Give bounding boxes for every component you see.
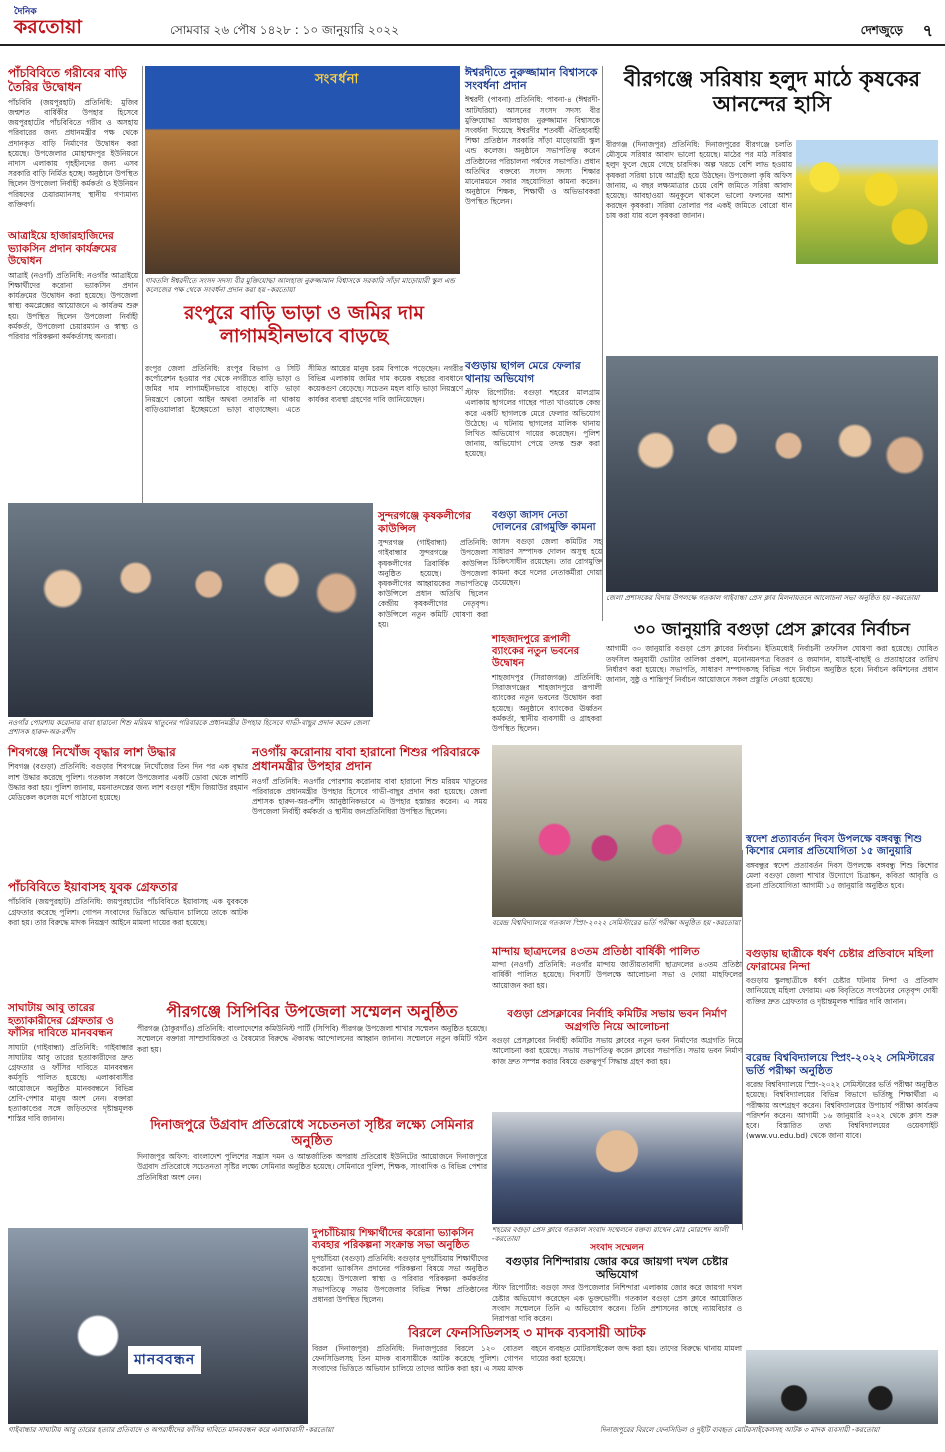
- article-body: সাঘাটা (গাইবান্ধা) প্রতিনিধি: গাইবান্ধার সাঘাটায় আবু তারের হত্যাকারীদের দ্রুত গ্রেফতার ও ফাঁসির দাবিতে মানববন্ধন কর্মসূচি পালিত হয়েছে। এলাকাবাসীর আয়োজনে অনুষ্ঠিত মানববন্ধনে বিভিন্ন শ্রেণি-পেশার মানুষ অংশ নেন। বক্তারা হত্যাকাণ্ডের সঙ্গে জড়িতদের দৃষ্টান্তমূলক শাস্তির দাবি জানান।: [8, 1042, 133, 1124]
- headline: শাহজাদপুরে রূপালী ব্যাংকের নতুন ভবনের উদ্বোধন: [492, 634, 580, 669]
- article-body: বঙ্গবন্ধুর স্বদেশ প্রত্যাবর্তন দিবস উপলক্ষে বঙ্গবন্ধু শিশু কিশোর মেলা বগুড়া জেলা শাখার উদ্যোগে চিত্রাঙ্কন, কবিতা আবৃত্তি ও রচনা প্রতিযোগিতা আগামী ১৫ জানুয়ারি অনুষ্ঠিত হবে।: [746, 861, 938, 891]
- photo-caption: শহরের বগুড়া প্রেস ক্লাবে গতকাল সংবাদ সম্মেলনে বক্তব্য রাখেন মোঃ মোরশেদ আলী -করতোয়া: [492, 1226, 729, 1243]
- section-label: সংবাদ সম্মেলন: [590, 1243, 644, 1253]
- article-body: শিবগঞ্জ (বগুড়া) প্রতিনিধি: বগুড়ার শিবগঞ্জে নিখোঁজের তিন দিন পর এক বৃদ্ধার লাশ উদ্ধার করেছে পুলিশ। গতকাল সকালে উপজেলার একটি ডোবা থেকে লাশটি উদ্ধার করা হয়। পুলিশ জানায়, ময়নাতদন্তের জন্য লাশ বগুড়া শহীদ জিয়াউর রহমান মেডিকেল কলেজ মর্গে পাঠানো হয়েছে।: [8, 762, 248, 802]
- headline: নওগাঁয় করোনায় বাবা হারানো শিশুর পরিবারকে প্রধানমন্ত্রীর উপহার প্রদান: [252, 745, 480, 774]
- newspaper-tagline: দৈনিক: [14, 7, 37, 17]
- headline: বীরগঞ্জে সরিষায় হলুদ মাঠে কৃষকের আনন্দের হাসি: [623, 66, 921, 117]
- photo-gift-cow: [8, 503, 373, 717]
- photo-arrested-bikes: [746, 1350, 938, 1424]
- photo-banner-text: মানববন্ধন: [128, 1346, 201, 1374]
- headline: বগুড়া প্রেসক্লাবের নির্বাহি কমিটির সভায় ভবন নির্মাণ অগ্রগতি নিয়ে আলোচনা: [507, 1008, 727, 1033]
- article-body: বরেন্দ্র বিশ্ববিদ্যালয়ে স্প্রিং-২০২২ সেমিস্টারের ভর্তি পরীক্ষা অনুষ্ঠিত হয়েছে। বিশ্ববিদ্যালয়ের বিভিন্ন বিভাগে ভর্তিচ্ছু শিক্ষার্থীরা এ পরীক্ষায় অংশগ্রহণ করেন। বিশ্ববিদ্যালয়ের উপাচার্য পরীক্ষা কার্যক্রম পরিদর্শন করেন। আগামী ১৬ জানুয়ারি ২০২২ থেকে ক্লাস শুরু হবে। বিস্তারিত তথ্য বিশ্ববিদ্যালয়ের ওয়েবসাইট (www.vu.edu.bd) থেকে জানা যাবে।: [746, 1080, 938, 1141]
- article-body: দুপচাঁচিয়া (বগুড়া) প্রতিনিধি: বগুড়ার দুপচাঁচিয়ায় শিক্ষার্থীদের করোনা ভ্যাকসিন প্রদানের পরিকল্পনা বিষয়ে সভা অনুষ্ঠিত হয়েছে। উপজেলা স্বাস্থ্য ও পরিবার পরিকল্পনা কর্মকর্তার সভাপতিত্বে সভায় উপজেলার বিভিন্ন শিক্ষা প্রতিষ্ঠানের প্রধানরা উপস্থিত ছিলেন।: [312, 1254, 488, 1304]
- article-sundarganj: [378, 510, 488, 740]
- article-children-fair: [746, 834, 938, 944]
- article-goat: [465, 360, 600, 505]
- article-press-club-building: [492, 1008, 742, 1108]
- article-body: পাঁচবিবি (জয়পুরহাট) প্রতিনিধি: জয়পুরহাটের পাঁচবিবিতে ইয়াবাসহ এক যুবককে গ্রেফতার করেছে পুলিশ। গোপন সংবাদের ভিত্তিতে অভিযান চালিয়ে তাকে আটক করা হয়। তার বিরুদ্ধে মাদক নিয়ন্ত্রণ আইনে মামলা দায়ের করা হয়েছে।: [8, 897, 248, 927]
- article-atrai-vaccine: [8, 230, 138, 500]
- headline: বগুড়া জাসদ নেতা দোলনের রোগমুক্তি কামনা: [492, 510, 596, 533]
- photo-banner-text: সংবর্ধনা: [315, 72, 360, 87]
- newspaper-logo: করতোয়া: [14, 16, 82, 38]
- headline: দিনাজপুরে উগ্রবাদ প্রতিরোধে সচেতনতা সৃষ্টির লক্ষ্যে সেমিনার অনুষ্ঠিত: [150, 1118, 474, 1149]
- article-shibganj: [8, 745, 248, 877]
- headline: দুপচাঁচিয়ায় শিক্ষার্থীদের করোনা ভ্যাকসিন ব্যবহার পরিকল্পনা সংক্রান্ত সভা অনুষ্ঠিত: [312, 1228, 474, 1251]
- article-body: মান্দা (নওগাঁ) প্রতিনিধি: নওগাঁর মান্দায় জাতীয়তাবাদী ছাত্রদলের ৪৩তম প্রতিষ্ঠা বার্ষিকী পালিত হয়েছে। দিবসটি উপলক্ষে আলোচনা সভা ও দোয়া মাহফিলের আয়োজন করা হয়।: [492, 960, 742, 990]
- dateline: সোমবার ২৬ পৌষ ১৪২৮ : ১০ জানুয়ারি ২০২২: [170, 23, 400, 37]
- headline: ঈশ্বরদীতে নুরুজ্জামান বিশ্বাসকে সংবর্ধনা প্রদান: [465, 66, 598, 93]
- article-body: শাহজাদপুর (সিরাজগঞ্জ) প্রতিনিধি: সিরাজগঞ্জের শাহজাদপুরে রূপালী ব্যাংকের নতুন ভবনের উদ্বোধন করা হয়েছে। অনুষ্ঠানে ব্যাংকের ঊর্ধ্বতন কর্মকর্তা, স্থানীয় ব্যবসায়ী ও গ্রাহকরা উপস্থিত ছিলেন।: [492, 673, 602, 734]
- article-body: ঈশ্বরদী (পাবনা) প্রতিনিধি: পাবনা-৪ (ঈশ্বরদী-আটঘরিয়া) আসনের সংসদ সদস্য বীর মুক্তিযোদ্ধা আলহাজ নুরুজ্জামান বিশ্বাসকে সংবর্ধনা দিয়েছে ঈশ্বরদীর শতবর্ষী ঐতিহ্যবাহী শিক্ষা প্রতিষ্ঠান সরকারি সাঁড়া মাড়োয়ারী স্কুল এন্ড কলেজ। অনুষ্ঠানে সভাপতিত্ব করেন প্রতিষ্ঠানের পরিচালনা পর্ষদের সভাপতি। প্রধান অতিথির বক্তব্যে সংসদ সদস্য শিক্ষার মানোন্নয়নে সবার সহযোগিতা কামনা করেন। অনুষ্ঠানে শিক্ষক, শিক্ষার্থী ও অভিভাবকরা উপস্থিত ছিলেন।: [465, 95, 600, 207]
- photo-caption: গাবতলি ঈশ্বরদীতে সংসদ সদস্য বীর মুক্তিযোদ্ধা আলহাজ নুরুজ্জামান বিশ্বাসকে সরকারি সাঁড়া মাড়োয়ারী স্কুল এন্ড কলেজের পক্ষ থেকে সংবর্ধনা প্রদান করা হয় -করতোয়া: [145, 277, 455, 294]
- masthead: [0, 0, 945, 46]
- photo-reception: [145, 66, 460, 274]
- article-rangpur: [145, 364, 463, 499]
- page-number: ৭: [922, 21, 933, 40]
- article-jasod-dolon: [492, 510, 602, 630]
- article-barendra-university: [746, 1052, 938, 1342]
- headline: সাঘাটায় আবু তারের হত্যাকারীদের গ্রেফতার ও ফাঁসির দাবিতে মানববন্ধন: [8, 1002, 114, 1040]
- headline: বগুড়ায় ছাগল মেরে ফেলার থানায় অভিযোগ: [465, 360, 581, 385]
- article-body: আগামী ৩০ জানুয়ারি বগুড়া প্রেস ক্লাবের নির্বাচন। ইতিমধ্যেই নির্বাচনী তফসিল ঘোষণা করা হয়েছে। ঘোষিত তফসিল অনুযায়ী ভোটার তালিকা প্রকাশ, মনোনয়নপত্র বিতরণ ও জমাদান, যাচাই-বাছাই ও প্রত্যাহারের তারিখ নির্ধারণ করা হয়েছে। সভাপতি, সাধারণ সম্পাদকসহ বিভিন্ন পদে নির্বাচন অনুষ্ঠিত হবে। নির্বাচন কমিশনের প্রধান জানান, সুষ্ঠু ও শান্তিপূর্ণ নির্বাচন আয়োজনে সকল প্রস্তুতি নেওয়া হয়েছে।: [606, 644, 938, 684]
- article-yaba-arrest: [8, 880, 248, 998]
- article-rupali-bank: [492, 634, 602, 740]
- article-manda: [492, 945, 742, 1005]
- article-body: দিনাজপুর অফিস: বাংলাদেশ পুলিশের সন্ত্রাস দমন ও আন্তর্জাতিক অপরাধ প্রতিরোধ ইউনিটের আয়োজনে দিনাজপুরে উগ্রবাদ প্রতিরোধে সচেতনতা সৃষ্টির লক্ষ্যে সেমিনার অনুষ্ঠিত হয়েছে। সেমিনারে পুলিশ, শিক্ষক, সাংবাদিক ও বিভিন্ন পেশার প্রতিনিধিরা অংশ নেন।: [137, 1152, 487, 1182]
- headline: পীরগঞ্জে সিপিবির উপজেলা সম্মেলন অনুষ্ঠিত: [166, 1002, 458, 1021]
- photo-admission-test: [492, 745, 742, 917]
- photo-caption: বরেন্দ্র বিশ্ববিদ্যালয়ে গতকাল স্প্রিং-২০২২ সেমিস্টারের ভর্তি পরীক্ষা অনুষ্ঠিত হয় -করতোয়া: [492, 919, 741, 927]
- headline: ৩০ জানুয়ারি বগুড়া প্রেস ক্লাবের নির্বাচন: [633, 620, 911, 640]
- headline: বিরলে ফেনসিডিলসহ ৩ মাদক ব্যবসায়ী আটক: [408, 1326, 646, 1341]
- photo-caption: দিনাজপুরের বিরলে ফেনসিডিল ও দুইটি ব্যবহৃত মোটরসাইকেলসহ আটক ৩ মাদক ব্যবসায়ী -করতোয়া: [600, 1426, 880, 1434]
- photo-caption: জেলা প্রশাসকের বিদায় উপলক্ষে গতকাল গাইবান্ধা প্রেস ক্লাব মিলনায়তনে আলোচনা সভা অনুষ্ঠিত হয় -করতোয়া: [606, 594, 920, 602]
- article-body: বগুড়ায় স্কুলছাত্রীকে ধর্ষণ চেষ্টার ঘটনায় নিন্দা ও প্রতিবাদ জানিয়েছে মহিলা ফোরাম। এক বিবৃতিতে সংগঠনের নেতৃবৃন্দ দোষী ব্যক্তির দ্রুত গ্রেফতার ও দৃষ্টান্তমূলক শাস্তির দাবি জানান।: [746, 976, 938, 1006]
- article-dinajpur-seminar: [137, 1118, 487, 1223]
- article-rangpur-header: [145, 302, 463, 360]
- article-body: বগুড়া প্রেসক্লাবের নির্বাহী কমিটির সভায় ক্লাবের নতুন ভবন নির্মাণের অগ্রগতি নিয়ে আলোচনা করা হয়েছে। সভায় সভাপতিত্ব করেন ক্লাবের সভাপতি। সভায় ভবন নির্মাণ কাজ দ্রুত সম্পন্ন করার বিষয়ে গুরুত্বপূর্ণ সিদ্ধান্ত গ্রহণ করা হয়।: [492, 1036, 742, 1066]
- article-body: বীরগঞ্জ (দিনাজপুর) প্রতিনিধি: দিনাজপুরের বীরগঞ্জে চলতি মৌসুমে সরিষার আবাদ ভালো হয়েছে। মাঠের পর মাঠ সরিষার হলুদ ফুলে ছেয়ে গেছে চারদিক। অল্প খরচে বেশি লাভ হওয়ায় কৃষকরা সরিষা চাষে আগ্রহী হয়ে উঠছেন। উপজেলা কৃষি অফিস জানায়, এ বছর লক্ষ্যমাত্রার চেয়ে বেশি জমিতে সরিষা আবাদ হয়েছে। আবহাওয়া অনুকূলে থাকলে ভালো ফলনের আশা করছেন কৃষকরা। সরিষা তোলার পর একই জমিতে বোরো ধান চাষ করা যায় বলে কৃষকরা জানান।: [606, 140, 792, 221]
- article-dupchanchia: [312, 1228, 488, 1324]
- article-body: পাঁচবিবি (জয়পুরহাট) প্রতিনিধি: মুজিব জন্মশত বার্ষিকীর উপহার হিসেবে জয়পুরহাটের পাঁচবিবিতে গরীব ও অসহায় পরিবারের জন্য প্রধানমন্ত্রীর পক্ষ থেকে প্রদানকৃত বাড়ি নির্মাণের উদ্বোধন করা হয়েছে। উপজেলার মোহাম্মদপুর ইউনিয়নে নাদাস এলাকায় গৃহহীনদের জন্য এসব সরকারি বাড়ি নির্মিত হচ্ছে। অনুষ্ঠানে উপস্থিত ছিলেন উপজেলা নির্বাহী কর্মকর্তা ও ইউনিয়ন পরিষদের চেয়ারম্যানসহ স্থানীয় গণ্যমান্য ব্যক্তিবর্গ।: [8, 97, 138, 209]
- headline: পাঁচবিবিতে ইয়াবাসহ যুবক গ্রেফতার: [8, 880, 178, 894]
- article-womens-forum: [746, 948, 938, 1048]
- article-nishindara: [492, 1240, 742, 1322]
- photo-caption: নওগাঁর পোরশায় করোনায় বাবা হারানো শিশু মরিয়ম খাতুনের পরিবারকে প্রধানমন্ত্রীর উপহার হিসেবে গাভী-বাছুর প্রদান করেন জেলা প্রশাসক হারুন-অর-রশীদ: [8, 719, 370, 736]
- article-body: জাসদ বগুড়া জেলা কমিটির সহ সাধারণ সম্পাদক দোলন অসুস্থ হয়ে চিকিৎসাধীন রয়েছেন। তার রোগমুক্তি কামনা করে দলের নেতাকর্মীরা দোয়া চেয়েছেন।: [492, 537, 602, 587]
- article-body: আত্রাই (নওগাঁ) প্রতিনিধি: নওগাঁর আত্রাইয়ে শিক্ষার্থীদের করোনা ভ্যাকসিন প্রদান কার্যক্রমের উদ্বোধন করা হয়েছে। উপজেলা স্বাস্থ্য কমপ্লেক্সের আয়োজনে এ কার্যক্রম শুরু হয়। উপস্থিত ছিলেন উপজেলা নির্বাহী কর্মকর্তা, উপজেলা চেয়ারম্যান ও স্বাস্থ্য ও পরিবার পরিকল্পনা কর্মকর্তাসহ অন্যরা।: [8, 270, 138, 341]
- column-rule: [602, 66, 603, 621]
- headline: সুন্দরগঞ্জে কৃষকলীগের কাউন্সিল: [378, 510, 472, 535]
- article-naogaon-gift: [252, 745, 487, 995]
- photo-human-chain: [8, 1228, 308, 1424]
- headline: বগুড়ায় ছাত্রীকে ধর্ষণ চেষ্টার প্রতিবাদে মহিলা ফোরামের নিন্দা: [746, 948, 934, 973]
- article-body: স্টাফ রিপোর্টার: বগুড়া সদর উপজেলার নিশিন্দারা এলাকায় জোর করে জায়গা দখল চেষ্টার অভিযোগ করেছেন এক ভুক্তভোগী। গতকাল বগুড়া প্রেস ক্লাবে আয়োজিত সংবাদ সম্মেলনে তিনি এ অভিযোগ করেন। তিনি প্রশাসনের কাছে ন্যায়বিচার ও নিরাপত্তা দাবি করেন।: [492, 1283, 742, 1323]
- headline: মান্দায় ছাত্রদলের ৪৩তম প্রতিষ্ঠা বার্ষিকী পালিত: [492, 945, 700, 958]
- article-body: রংপুর জেলা প্রতিনিধি: রংপুর বিভাগ ও সিটি কর্পোরেশন হওয়ার পর থেকে নগরীতে বাড়ি ভাড়া ও জমির দাম লাগামহীনভাবে বাড়ছে। বাড়ি ভাড়া নিয়ন্ত্রণে কোনো আইন অথবা তদারকি না থাকায় বাড়িওয়ালারা ইচ্ছেমতো ভাড়া বাড়াচ্ছেন। এতে সীমিত আয়ের মানুষ চরম বিপাকে পড়েছেন। নগরীর বিভিন্ন এলাকায় জমির দাম কয়েক বছরের ব্যবধানে কয়েকগুণ বেড়েছে। সচেতন মহল বাড়ি ভাড়া নিয়ন্ত্রণে কার্যকর ব্যবস্থা গ্রহণের দাবি জানিয়েছেন।: [145, 364, 463, 414]
- article-mustard-header: [606, 66, 938, 136]
- headline: পাঁচবিবিতে গরীবের বাড়ি তৈরির উদ্বোধন: [8, 66, 127, 95]
- article-body: নওগাঁ প্রতিনিধি: নওগাঁর পোরশায় করোনায় বাবা হারানো শিশু মরিয়ম খাতুনের পরিবারকে প্রধানমন্ত্রীর উপহার হিসেবে গাভী-বাছুর প্রদান করা হয়েছে। জেলা প্রশাসক হারুন-অর-রশীদ আনুষ্ঠানিকভাবে এ উপহার হস্তান্তর করেন। এ সময় উপজেলা নির্বাহী কর্মকর্তা ও স্থানীয় জনপ্রতিনিধিরা উপস্থিত ছিলেন।: [252, 776, 487, 817]
- article-mustard: [606, 140, 792, 352]
- article-biral-arrest: [312, 1326, 742, 1426]
- article-body: স্টাফ রিপোর্টার: বগুড়া শহরের মালগ্রাম এলাকায় ছাগলের গাছের পাতা খাওয়াকে কেন্দ্র করে একটি ছাগলকে মেরে ফেলার অভিযোগ উঠেছে। এ ঘটনায় ছাগলের মালিক থানায় লিখিত অভিযোগ দায়ের করেছেন। পুলিশ জানায়, অভিযোগ পেয়ে তদন্ত শুরু করা হয়েছে।: [465, 388, 600, 459]
- photo-caption: গাইবান্ধার সাঘাটায় আবু তারের হত্যার প্রতিবাদে ও অপরাধীদের ফাঁসির দাবিতে মানববন্ধন করে এলাকাবাসী -করতোয়া: [8, 1426, 334, 1434]
- article-panchbibi-house: [8, 66, 138, 226]
- section-name: দেশজুড়ে: [860, 23, 903, 37]
- article-body: সুন্দরগঞ্জ (গাইবান্ধা) প্রতিনিধি: গাইবান্ধার সুন্দরগঞ্জে উপজেলা কৃষকলীগের ত্রিবার্ষিক কাউন্সিল অনুষ্ঠিত হয়েছে। উপজেলা কৃষকলীগের আহ্বায়কের সভাপতিত্বে কাউন্সিলে প্রধান অতিথি ছিলেন কেন্দ্রীয় কৃষকলীগের নেতৃবৃন্দ। কাউন্সিলে নতুন কমিটি ঘোষণা করা হয়।: [378, 538, 488, 629]
- article-body: বিরল (দিনাজপুর) প্রতিনিধি: দিনাজপুরের বিরলে ১২০ বোতল ফেনসিডিলসহ তিন মাদক ব্যবসায়ীকে আটক করেছে পুলিশ। গোপন সংবাদের ভিত্তিতে অভিযান চালিয়ে তাদের আটক করা হয়। এ সময় মাদক বহনে ব্যবহৃত মোটরসাইকেল জব্দ করা হয়। তাদের বিরুদ্ধে থানায় মামলা দায়ের করা হয়েছে।: [312, 1343, 742, 1373]
- headline: বরেন্দ্র বিশ্ববিদ্যালয়ে স্প্রিং-২০২২ সেমিস্টারের ভর্তি পরীক্ষা অনুষ্ঠিত: [746, 1052, 935, 1077]
- article-ishwardi: [465, 66, 600, 356]
- headline: স্বদেশ প্রত্যাবর্তন দিবস উপলক্ষে বঙ্গবন্ধু শিশু কিশোর মেলার প্রতিযোগিতা ১৫ জানুয়ারি: [746, 834, 922, 857]
- photo-mustard-field: [796, 140, 938, 264]
- article-body: পীরগঞ্জ (ঠাকুরগাঁও) প্রতিনিধি: বাংলাদেশের কমিউনিস্ট পার্টি (সিপিবি) পীরগঞ্জ উপজেলা শাখার সম্মেলন অনুষ্ঠিত হয়েছে। সম্মেলনে বক্তারা সাম্প্রদায়িকতা ও বৈষম্যের বিরুদ্ধে ঐক্যবদ্ধ আন্দোলনের আহ্বান জানান। সম্মেলনে নতুন কমিটি গঠন করা হয়।: [137, 1024, 487, 1054]
- headline: শিবগঞ্জে নিখোঁজ বৃদ্ধার লাশ উদ্ধার: [8, 745, 176, 759]
- headline: আত্রাইয়ে হাজারহাজিদের ভ্যাকসিন প্রদান কার্যক্রমের উদ্বোধন: [8, 230, 117, 268]
- headline: বগুড়ার নিশিন্দারায় জোর করে জায়গা দখল চেষ্টার অভিযোগ: [505, 1255, 729, 1282]
- article-cpb: [137, 1002, 487, 1114]
- headline: রংপুরে বাড়ি ভাড়া ও জমির দাম লাগামহীনভাবে বাড়ছে: [184, 302, 424, 347]
- column-rule: [742, 850, 743, 1230]
- photo-press-conference: [492, 1112, 742, 1224]
- photo-press-club-meeting: [606, 356, 938, 592]
